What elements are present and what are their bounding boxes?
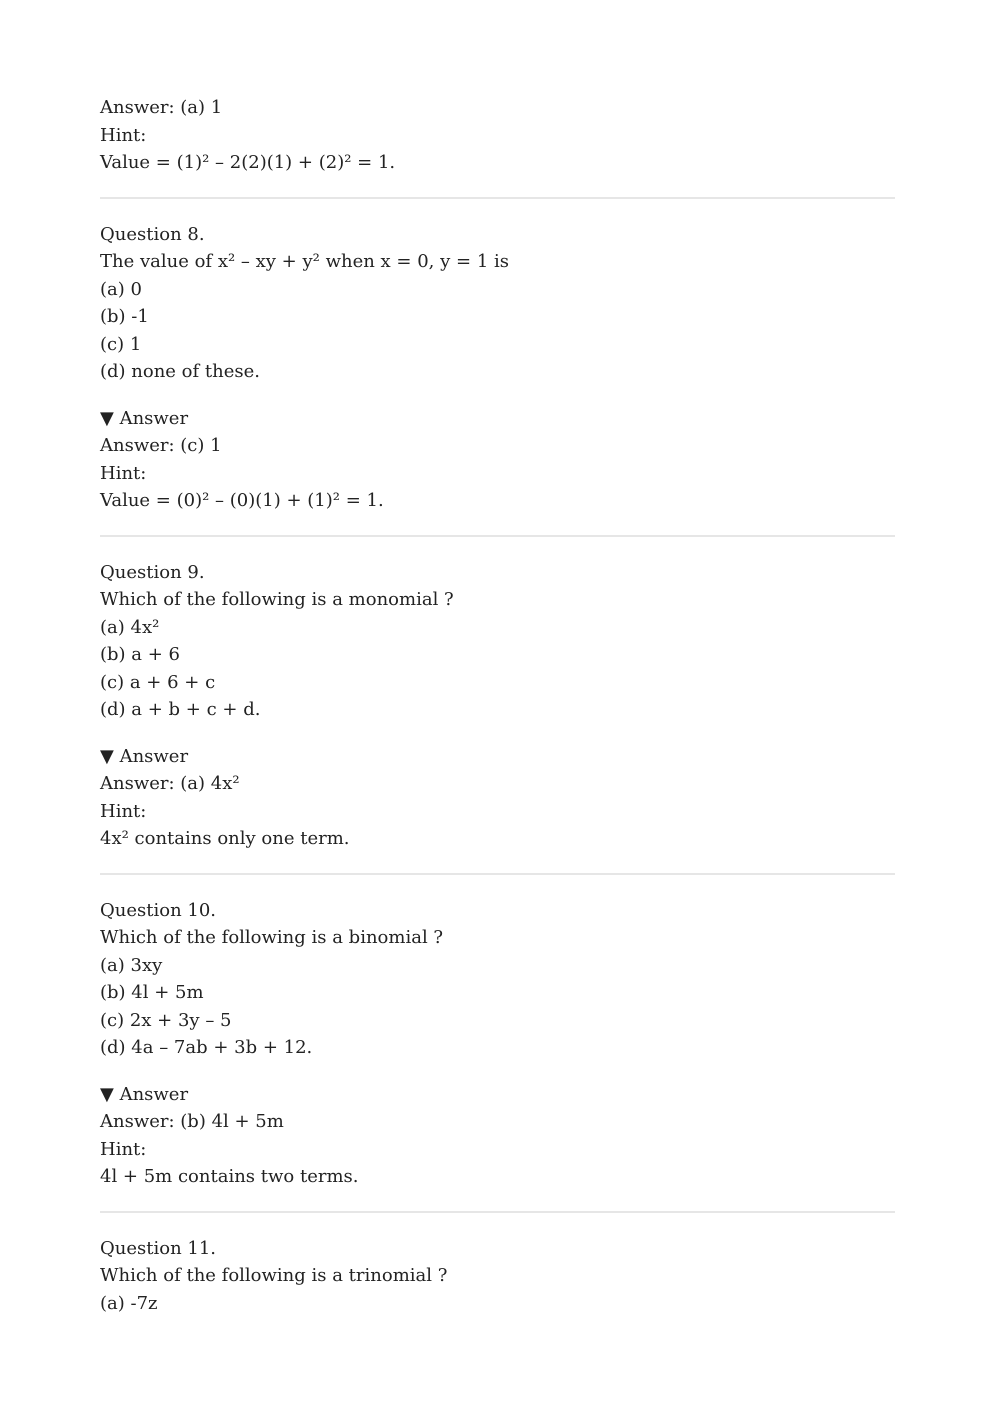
hint-label: Hint: — [100, 800, 147, 822]
divider — [100, 873, 895, 875]
option: (d) 4a – 7ab + 3b + 12. — [100, 1037, 313, 1058]
answer-block-q7 — [100, 94, 895, 177]
option: (b) 4l + 5m — [100, 982, 204, 1003]
question-text: Which of the following is a binomial ? — [100, 927, 444, 948]
hint-text: Value = (0)² – (0)(1) + (1)² = 1. — [100, 490, 384, 511]
answer-toggle[interactable]: ▼ Answer — [100, 407, 189, 429]
hint-label: Hint: — [100, 1138, 147, 1160]
question-11 — [100, 1235, 895, 1318]
option: (c) a + 6 + c — [100, 671, 216, 693]
option: (b) -1 — [100, 306, 149, 327]
option: (d) none of these. — [100, 361, 260, 382]
question-block — [100, 559, 895, 853]
question-text: Which of the following is a monomial ? — [100, 589, 454, 610]
option: (a) 4x² — [100, 616, 160, 638]
hint-text: 4l + 5m contains two terms. — [100, 1166, 359, 1187]
option: (c) 1 — [100, 333, 142, 355]
answer-text: Answer: (a) 1 — [100, 97, 223, 118]
question-block — [100, 221, 895, 515]
hint-label: Hint: — [100, 462, 147, 484]
option: (b) a + 6 — [100, 644, 180, 665]
divider — [100, 535, 895, 537]
question-text: Which of the following is a trinomial ? — [100, 1265, 448, 1286]
question-title: Question 8. — [100, 223, 205, 245]
answer-text: Answer: (b) 4l + 5m — [100, 1111, 284, 1132]
option: (a) 3xy — [100, 954, 163, 976]
content — [100, 94, 895, 1317]
divider — [100, 1211, 895, 1213]
answer-text: Answer: (c) 1 — [100, 435, 222, 456]
question-block — [100, 897, 895, 1191]
option: (a) 0 — [100, 278, 142, 300]
question-title: Question 11. — [100, 1237, 217, 1259]
question-text: The value of x² – xy + y² when x = 0, y = 1 is — [100, 251, 509, 272]
hint-text: 4x² contains only one term. — [100, 828, 350, 849]
option: (c) 2x + 3y – 5 — [100, 1009, 232, 1031]
answer-toggle[interactable]: ▼ Answer — [100, 1083, 189, 1105]
option: (d) a + b + c + d. — [100, 699, 261, 720]
hint-text: Value = (1)² – 2(2)(1) + (2)² = 1. — [100, 152, 396, 173]
divider — [100, 197, 895, 199]
question-title: Question 10. — [100, 899, 217, 921]
question-title: Question 9. — [100, 561, 205, 583]
hint-label: Hint: — [100, 124, 147, 146]
option: (a) -7z — [100, 1292, 158, 1314]
answer-toggle[interactable]: ▼ Answer — [100, 745, 189, 767]
answer-text: Answer: (a) 4x² — [100, 773, 240, 794]
